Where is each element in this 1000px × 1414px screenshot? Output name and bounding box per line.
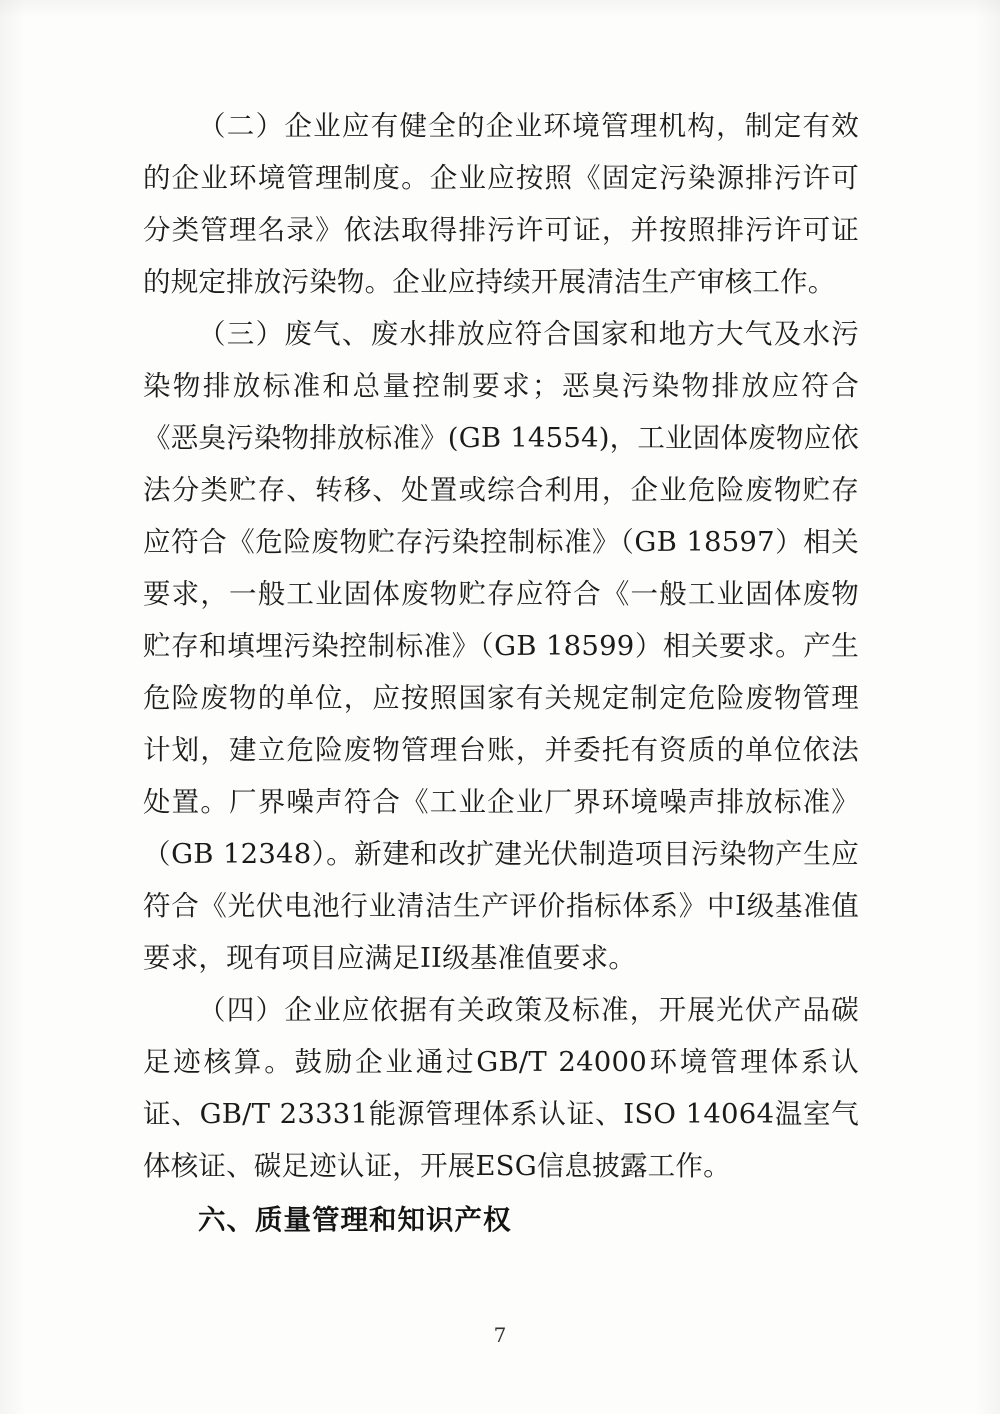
paragraph-four: （四）企业应依据有关政策及标准，开展光伏产品碳足迹核算。鼓励企业通过GB/T 24000环境管理体系认证、GB/T 23331能源管理体系认证、ISO 14064温室气体核证、碳足迹认证，开展ESG信息披露工作。: [143, 994, 859, 1182]
document-body: [143, 100, 859, 1246]
page-edge-shadow-top: [0, 0, 1000, 18]
section-heading-six: 六、质量管理和知识产权: [198, 1204, 512, 1236]
paragraph-three: （三）废气、废水排放应符合国家和地方大气及水污染物排放标准和总量控制要求；恶臭污染物排放应符合《恶臭污染物排放标准》(GB 14554)，工业固体废物应依法分类贮存、转移、处置或综合利用，企业危险废物贮存应符合《危险废物贮存污染控制标准》（GB 18597）相关要求，一般工业固体废物贮存应符合《一般工业固体废物贮存和填埋污染控制标准》（GB 18599）相关要求。产生危险废物的单位，应按照国家有关规定制定危险废物管理计划，建立危险废物管理台账，并委托有资质的单位依法处置。厂界噪声符合《工业企业厂界环境噪声排放标准》（GB 12348）。新建和改扩建光伏制造项目污染物产生应符合《光伏电池行业清洁生产评价指标体系》中I级基准值要求，现有项目应满足II级基准值要求。: [143, 318, 859, 974]
page-edge-shadow-left: [0, 0, 26, 1414]
page-number: 7: [493, 1323, 507, 1347]
page-edge-shadow-right: [974, 0, 1000, 1414]
paragraph-two: （二）企业应有健全的企业环境管理机构，制定有效的企业环境管理制度。企业应按照《固定污染源排污许可分类管理名录》依法取得排污许可证，并按照排污许可证的规定排放污染物。企业应持续开展清洁生产审核工作。: [143, 110, 859, 298]
